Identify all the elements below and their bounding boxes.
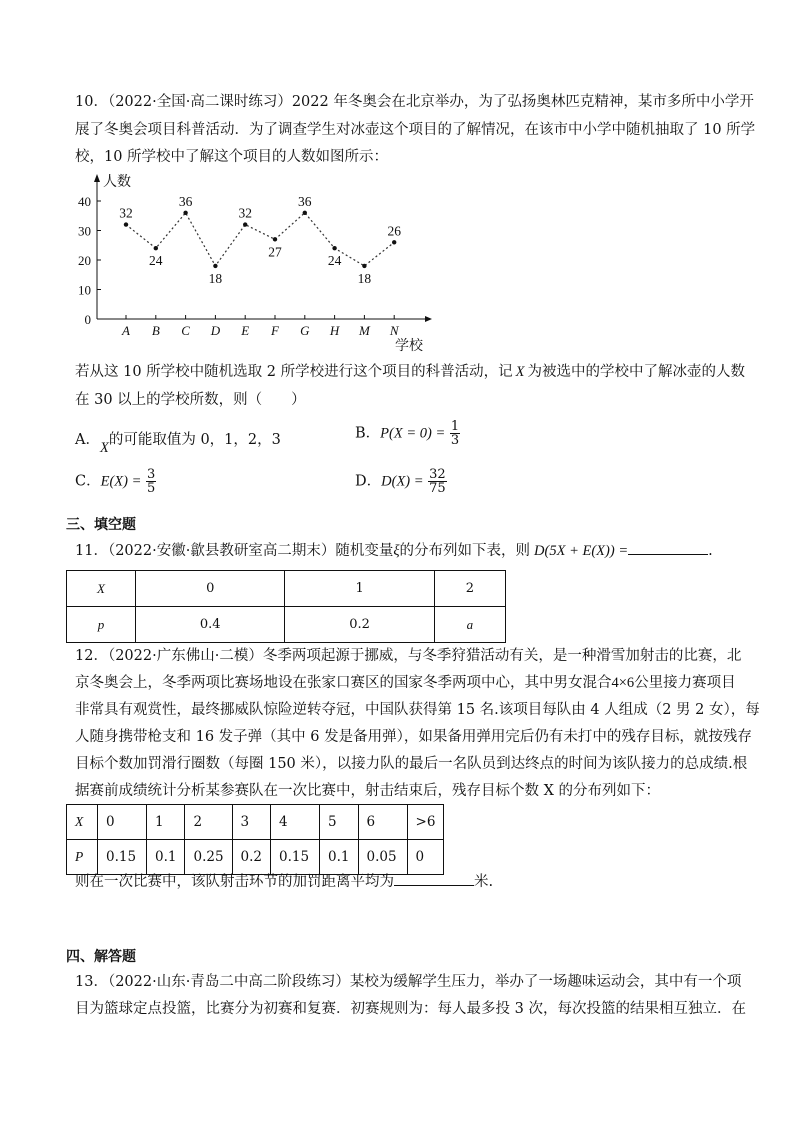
table-cell: 2: [185, 805, 232, 840]
q12-after-text: 则在一次比赛中，该队射击环节的加罚距离平均为 米.: [75, 874, 494, 890]
table-cell: P: [67, 840, 98, 875]
table-row: [67, 840, 444, 875]
table-cell: 0.15: [271, 840, 320, 875]
y-tick-label: 10: [78, 282, 91, 298]
series-line: [126, 213, 394, 269]
data-label: 26: [387, 223, 401, 239]
data-point: [362, 264, 366, 268]
section-3-heading: 三、填空题: [66, 517, 136, 533]
table-cell: 0.1: [147, 840, 185, 875]
table-row: [67, 607, 506, 643]
data-point: [243, 222, 247, 226]
table-row: [67, 805, 444, 840]
table-cell: 0.2: [285, 607, 434, 643]
data-point: [213, 264, 217, 268]
table-cell: 6: [358, 805, 407, 840]
q12-text-line-2: 京冬奥会上，冬季两项比赛场地设在张家口赛区的国家冬季两项中心，其中男女混合4×6公里接力赛项目: [75, 675, 736, 691]
section-4-heading: 四、解答题: [66, 949, 136, 965]
table-cell: 0.15: [98, 840, 147, 875]
data-label: 32: [238, 205, 252, 221]
q12-text-line-4: 人随身携带枪支和 16 发子弹（其中 6 发是备用弹），如果备用弹用完后仍有未打中的残存目标，就按残存: [75, 729, 752, 745]
data-point: [303, 211, 307, 215]
table-cell: 0.2: [232, 840, 270, 875]
table-cell: p: [67, 607, 136, 643]
q11-text: 11．（2022·安徽·歙县教研室高二期末）随机变量ξ的分布列如下表，则 D(5X + E(X)) = .: [75, 543, 713, 559]
table-cell: 1: [147, 805, 185, 840]
table-cell: 2: [434, 571, 505, 607]
data-label: 36: [298, 193, 312, 209]
x-tick-label: G: [300, 323, 310, 338]
q12-text-line-5: 目标个数加罚滑行圈数（每圈 150 米），以接力队的最后一名队员到达终点的时间为该队接力的总成绩.根: [75, 756, 748, 772]
table-cell: 1: [285, 571, 434, 607]
q13-text-line-2: 目为篮球定点投篮，比赛分为初赛和复赛．初赛规则为：每人最多投 3 次，每次投篮的结果相互独立．在: [75, 1001, 746, 1017]
table-cell: a: [434, 607, 505, 643]
x-tick-label: C: [181, 323, 190, 338]
data-point: [154, 246, 158, 250]
q11-answer-blank[interactable]: [628, 554, 708, 555]
table-cell: X: [67, 571, 136, 607]
y-tick-label: 20: [78, 253, 91, 268]
q12-text-line-1: 12．（2022·广东佛山·二模）冬季两项起源于挪威，与冬季狩猎活动有关，是一种滑雪加射击的比赛，北: [75, 648, 742, 664]
q10-option-a: A．X的可能取值为 0，1，2，3: [75, 432, 281, 456]
y-axis-arrow: [94, 174, 100, 182]
q11-distribution-table: [66, 570, 506, 643]
x-tick-label: A: [122, 323, 130, 338]
school-count-line-chart: [60, 170, 440, 355]
data-label: 18: [357, 270, 372, 286]
table-cell: 0.05: [358, 840, 407, 875]
q10-text-line-1: 10．（2022·全国·高二课时练习）2022 年冬奥会在北京举办，为了弘扬奥林匹克精神，某市多所中小学开: [75, 94, 754, 110]
table-cell: 5: [320, 805, 358, 840]
q10-text-line-2: 展了冬奥会项目科普活动．为了调查学生对冰壶这个项目的了解情况，在该市中小学中随机抽取了 10 所学: [75, 122, 756, 138]
q12-answer-blank[interactable]: [394, 885, 474, 886]
data-label: 24: [149, 253, 163, 269]
table-cell: 0: [98, 805, 147, 840]
table-cell: 3: [232, 805, 270, 840]
q12-text-line-3: 非常具有观赏性，最终挪威队惊险逆转夺冠，中国队获得第 15 名.该项目每队由 4 人组成（2 男 2 女），每: [75, 702, 760, 718]
data-point: [332, 246, 336, 250]
table-row: [67, 571, 506, 607]
data-point: [124, 222, 128, 226]
q12-text-line-6: 据赛前成绩统计分析某参赛队在一次比赛中，射击结束后，残存目标个数 X 的分布列如下：: [75, 783, 661, 799]
data-label: 36: [178, 193, 193, 209]
table-cell: X: [67, 805, 98, 840]
q10-option-b: B．P(X = 0) = $\frac{1}{3}$: [355, 419, 460, 448]
y-tick-label: 0: [84, 312, 91, 327]
data-label: 27: [268, 244, 282, 260]
data-label: 24: [327, 253, 342, 269]
data-label: 32: [119, 205, 133, 221]
x-tick-label: F: [271, 323, 279, 338]
q10-after-line-2: 在 30 以上的学校所数，则（ ）: [75, 392, 306, 408]
q10-text-line-3: 校，10 所学校中了解这个项目的人数如图所示：: [75, 149, 389, 165]
data-point: [273, 237, 277, 241]
table-cell: 0: [136, 571, 285, 607]
data-point: [392, 240, 396, 244]
x-tick-label: D: [210, 323, 221, 338]
x-tick-label: H: [329, 323, 340, 338]
x-axis-arrow: [425, 316, 432, 322]
y-tick-label: 40: [78, 194, 91, 209]
x-axis-label: 学校: [395, 339, 423, 354]
x-tick-label: N: [389, 323, 399, 338]
x-tick-label: M: [358, 323, 370, 338]
y-tick-label: 30: [78, 223, 91, 239]
q10-option-d: D．D(X) = $\frac{32}{75}$: [355, 467, 446, 496]
q12-distribution-table: [66, 804, 444, 875]
y-axis-label: 人数: [103, 175, 131, 190]
table-cell: 0.4: [136, 607, 285, 643]
data-label: 18: [208, 270, 223, 286]
table-cell: 0: [407, 840, 444, 875]
table-cell: 0.1: [320, 840, 358, 875]
x-tick-label: B: [151, 323, 160, 338]
data-point: [183, 211, 187, 215]
x-tick-label: E: [241, 323, 250, 338]
q13-text-line-1: 13．（2022·山东·青岛二中高二阶段练习）某校为缓解学生压力，举办了一场趣味运动会，其中有一个项: [75, 974, 742, 990]
table-cell: >6: [407, 805, 444, 840]
q10-option-c: C．E(X) = $\frac{3}{5}$: [75, 467, 156, 496]
table-cell: 4: [271, 805, 320, 840]
q10-after-line-1: 若从这 10 所学校中随机选取 2 所学校进行这个项目的科普活动，记 X 为被选中的学校中了解冰壶的人数: [75, 364, 745, 380]
table-cell: 0.25: [185, 840, 232, 875]
